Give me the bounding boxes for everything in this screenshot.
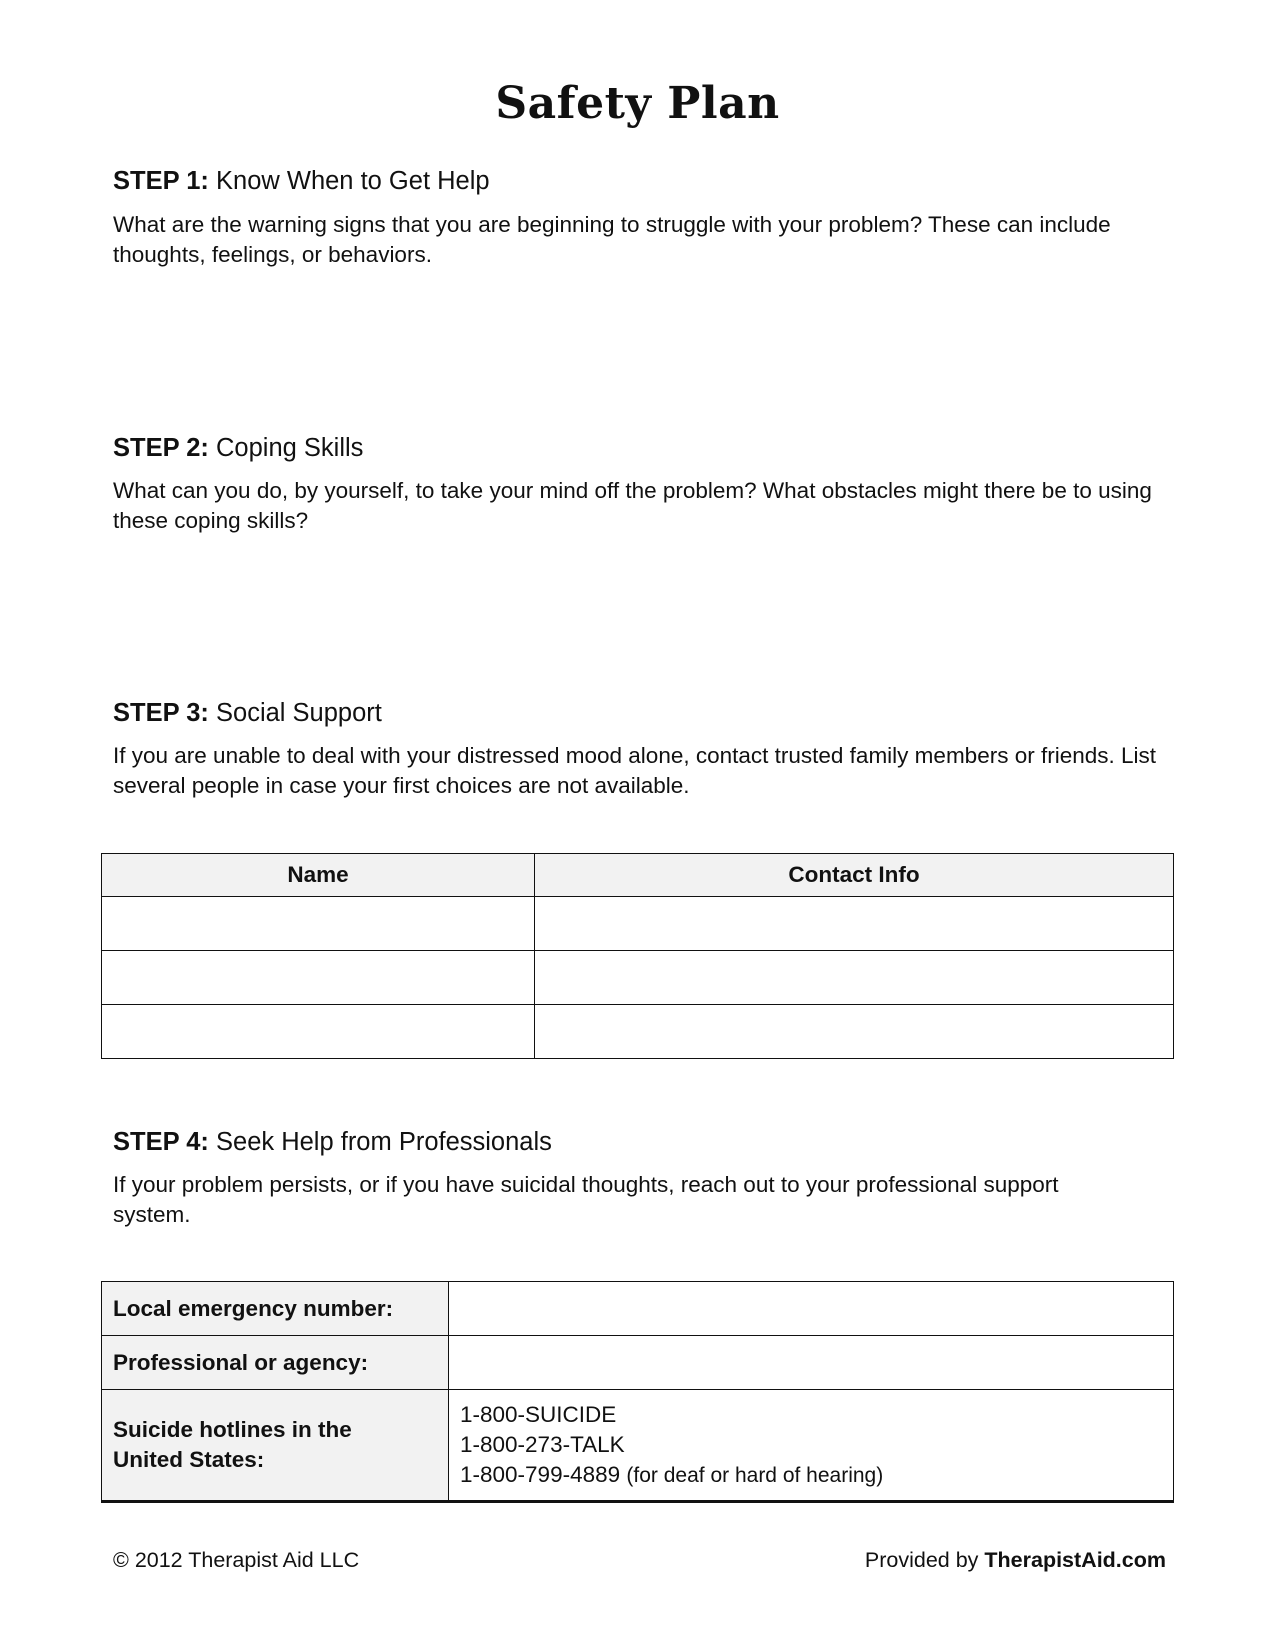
name-cell[interactable] [102,951,535,1005]
step-3-label: STEP 3: [113,699,209,727]
table-row [102,1336,1174,1390]
page-title: Safety Plan [495,78,780,129]
step-3-title: Social Support [216,699,382,727]
step-2-title: Coping Skills [216,434,364,462]
table-row [102,1005,1174,1059]
name-cell[interactable] [102,897,535,951]
name-column-header: Name [102,854,535,897]
contact-cell[interactable] [535,951,1174,1005]
step-2-heading [113,433,363,463]
step-3-heading [113,698,382,728]
step-2-answer-area[interactable] [113,540,1173,690]
step-1-answer-area[interactable] [113,275,1173,425]
table-row [102,897,1174,951]
contact-cell[interactable] [535,897,1174,951]
emergency-number-field[interactable] [449,1282,1174,1336]
hotlines-list [449,1390,1174,1502]
contact-column-header: Contact Info [535,854,1174,897]
step-2-description: What can you do, by yourself, to take your mind off the problem? What obstacles might there be to using these coping skills? [113,478,1152,533]
hotlines-label: Suicide hotlines in the United States: [102,1390,449,1502]
hotline-number: 1-800-SUICIDE [460,1401,617,1427]
copyright: © 2012 Therapist Aid LLC [113,1548,360,1572]
step-1-description: What are the warning signs that you are beginning to struggle with your problem? These can include thoughts, feelings, or behaviors. [113,212,1111,267]
provided-by-text: Provided by [864,1548,979,1572]
table-row [102,1282,1174,1336]
site-link[interactable]: TherapistAid.com [984,1548,1166,1572]
table-header-row [102,854,1174,897]
professional-agency-label: Professional or agency: [102,1336,449,1390]
step-1-heading [113,166,490,196]
step-1-title: Know When to Get Help [216,167,490,195]
step-3-description: If you are unable to deal with your distressed mood alone, contact trusted family members or friends. List several people in case your first choices are not available. [113,743,1157,798]
social-support-table [101,853,1174,1059]
step-4-description: If your problem persists, or if you have suicidal thoughts, reach out to your professional support system. [113,1172,1059,1227]
step-2-label: STEP 2: [113,434,209,462]
professional-help-table [101,1281,1174,1503]
hotline-number: 1-800-799-4889 (for deaf or hard of hearing) [460,1461,884,1487]
step-1-label: STEP 1: [113,167,209,195]
emergency-number-label: Local emergency number: [102,1282,449,1336]
contact-cell[interactable] [535,1005,1174,1059]
professional-agency-field[interactable] [449,1336,1174,1390]
name-cell[interactable] [102,1005,535,1059]
hotline-note: (for deaf or hard of hearing) [626,1463,884,1487]
table-row [102,1390,1174,1502]
provided-by [865,1548,1166,1573]
step-4-label: STEP 4: [113,1128,209,1156]
table-row [102,951,1174,1005]
step-4-heading [113,1127,552,1157]
step-4-title: Seek Help from Professionals [216,1128,552,1156]
hotline-number: 1-800-273-TALK [460,1431,625,1457]
